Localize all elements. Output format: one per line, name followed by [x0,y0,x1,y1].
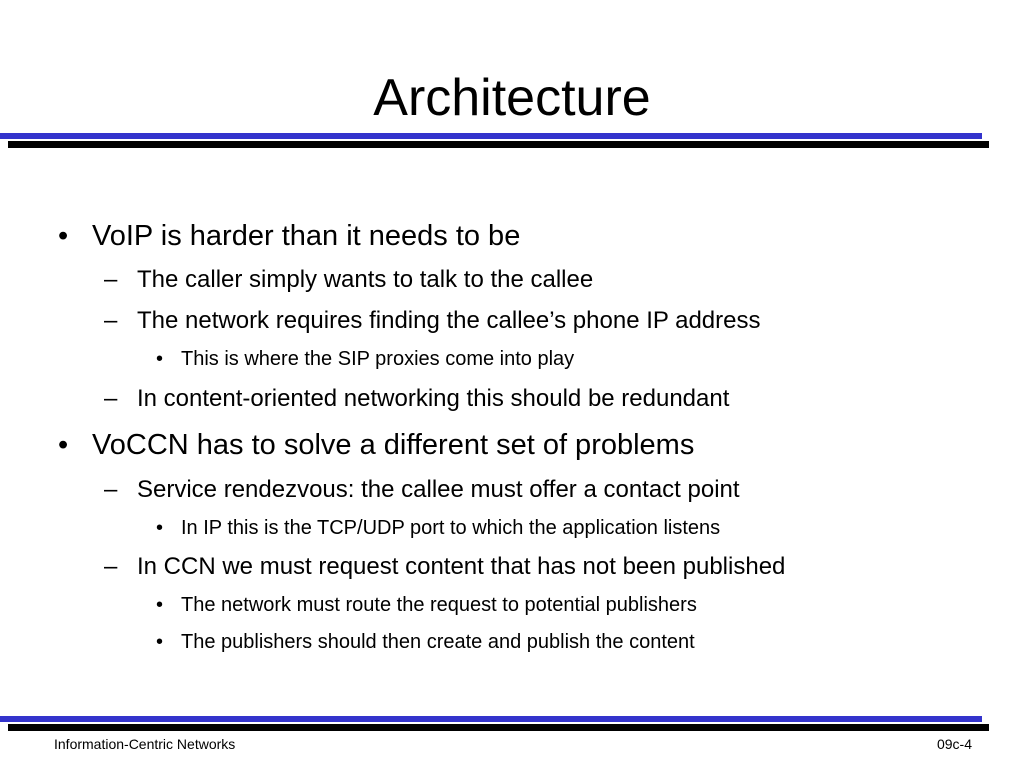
bullet-marker: • [156,631,164,653]
dash-marker: – [104,553,118,580]
dash-marker: – [104,266,118,293]
dash-marker: – [104,385,118,412]
bullet-marker: • [156,517,164,539]
bullet-marker: • [58,220,69,252]
sub-bullet-text: In content-oriented networking this should be redundant [137,385,730,412]
footer-course-name: Information-Centric Networks [54,736,236,752]
sub-sub-bullet-text: This is where the SIP proxies come into play [181,348,575,370]
bullet-text: VoCCN has to solve a different set of problems [92,429,695,461]
sub-bullet-text: The caller simply wants to talk to the callee [137,266,594,293]
dash-marker: – [104,307,118,334]
bullet-marker: • [156,594,164,616]
sub-bullet-text: The network requires finding the callee’s phone IP address [137,307,761,334]
dash-marker: – [104,476,118,503]
sub-sub-bullet-text: The publishers should then create and publish the content [181,631,695,653]
bullet-marker: • [58,429,69,461]
footer-rule-black [8,724,989,731]
bullet-marker: • [156,348,164,370]
footer-rule-blue [0,716,982,722]
sub-sub-bullet-text: In IP this is the TCP/UDP port to which the application listens [181,517,721,539]
sub-bullet-text: Service rendezvous: the callee must offer a contact point [137,476,740,503]
bullet-text: VoIP is harder than it needs to be [92,220,521,252]
sub-sub-bullet-text: The network must route the request to potential publishers [181,594,697,616]
sub-bullet-text: In CCN we must request content that has not been published [137,553,786,580]
slide-title: Architecture [373,69,651,127]
footer-slide-number: 09c-4 [936,736,972,752]
